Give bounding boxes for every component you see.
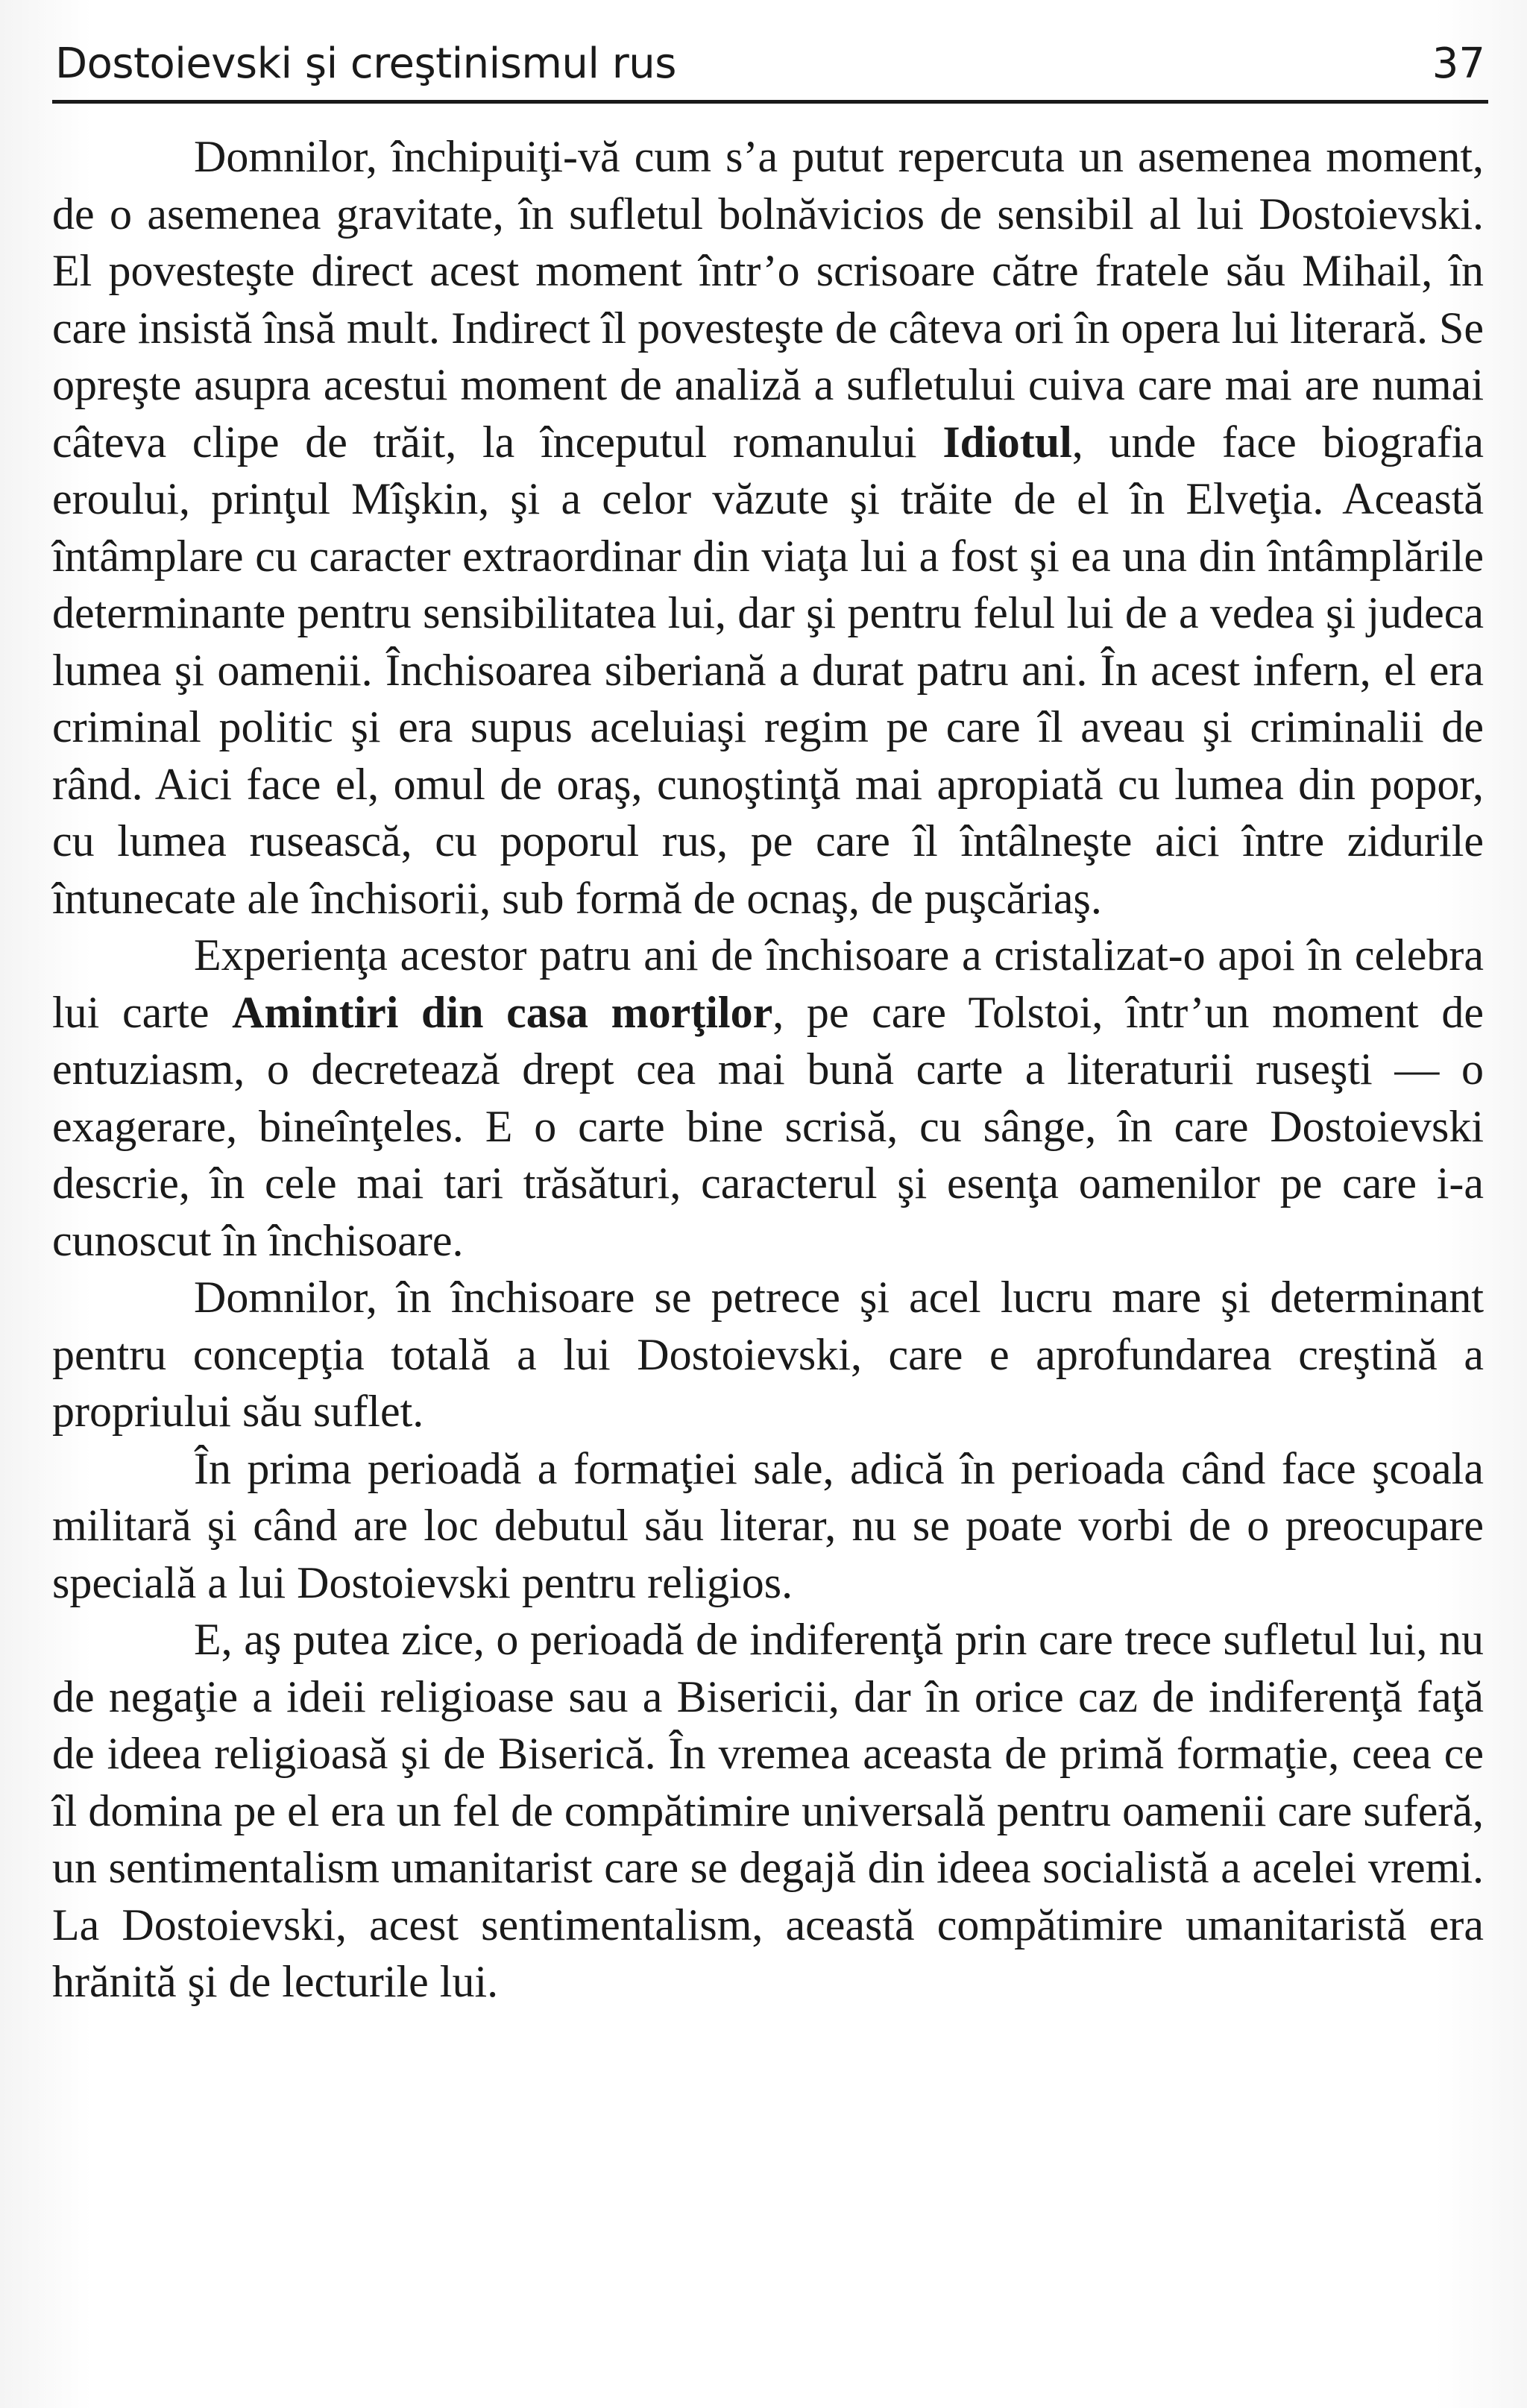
paragraph xyxy=(52,1611,1484,2011)
book-title-idiotul: Idiotul xyxy=(942,417,1072,467)
text-segment: Domnilor, în închisoare se petrece şi acel lucru mare şi determinant pentru concepţia totală a lui Dostoievski, care e aprofundarea creştină a propriului său suflet. xyxy=(52,1273,1484,1436)
text-segment: În prima perioadă a formaţiei sale, adică în perioada când face şcoala militară şi când are loc debutul său literar, nu se poate vorbi de o preocupare specială a lui Dostoievski pentru religios. xyxy=(52,1443,1484,1607)
book-title-amintiri: Amintiri din casa morţilor xyxy=(232,987,773,1037)
header-rule xyxy=(52,100,1488,104)
paragraph xyxy=(52,1269,1484,1440)
running-title: Dostoievski şi creştinismul rus xyxy=(55,40,676,88)
text-segment: , pe care Tolstoi, într’un moment de entuziasm, o decretează drept cea mai bună carte a literaturii ruseşti — o exagerare, bineînţeles. E o carte bine scrisă, cu sânge, în care Dostoievski descrie, în cele mai tari trăsături, caracterul şi esenţa oamenilor pe care i-a cunoscut în închisoare. xyxy=(52,987,1484,1265)
text-segment: E, aş putea zice, o perioadă de indiferenţă prin care trece sufletul lui, nu de negaţie a ideii religioase sau a Bisericii, dar în orice caz de indiferenţă faţă de ideea religioasă şi de Biserică. În vremea aceasta de primă formaţie, ceea ce îl domina pe el era un fel de compătimire universală pentru oamenii care suferă, un sentimentalism umanitarist care se degajă din ideea socialistă a acelei vremi. La Dostoievski, acest sentimentalism, această compătimire umanitaristă era hrănită şi de lecturile lui. xyxy=(52,1615,1484,2006)
page-number: 37 xyxy=(1432,40,1485,88)
text-segment: , unde face biografia eroului, prinţul Mîşkin, şi a celor văzute şi trăite de el în Elveţia. Această întâmplare cu caracter extraordinar din viaţa lui a fost şi ea una din întâmplările determinante pentru sensibilitatea lui, dar şi pentru felul lui de a vedea şi judeca lumea şi oamenii. Închisoarea siberiană a durat patru ani. În acest infern, el era criminal politic şi era supus aceluiaşi regim pe care îl aveau şi criminalii de rând. Aici face el, omul de oraş, cunoştinţă mai apropiată cu lumea din popor, cu lumea rusească, cu poporul rus, pe care îl întâlneşte aici între zidurile întunecate ale închisorii, sub formă de ocnaş, de puşcăriaş. xyxy=(52,417,1484,923)
running-header xyxy=(55,28,1485,100)
body-text xyxy=(52,128,1484,2011)
text-segment: Experienţa acestor patru ani de închisoare a cristalizat-o apoi în celebra lui carte xyxy=(52,930,1484,1037)
paragraph xyxy=(52,927,1484,1269)
text-segment: Domnilor, închipuiţi-vă cum s’a putut repercuta un asemenea moment, de o asemenea gravitate, în sufletul bolnăvicios de sensibil al lui Dostoievski. El povesteşte direct acest moment într’o scrisoare către fratele său Mihail, în care insistă însă mult. Indirect îl povesteşte de câteva ori în opera lui literară. Se opreşte asupra acestui moment de analiză a sufletului cuiva care mai are numai câteva clipe de trăit, la începutul romanului xyxy=(52,132,1484,467)
paragraph xyxy=(52,1440,1484,1612)
paragraph xyxy=(52,128,1484,927)
